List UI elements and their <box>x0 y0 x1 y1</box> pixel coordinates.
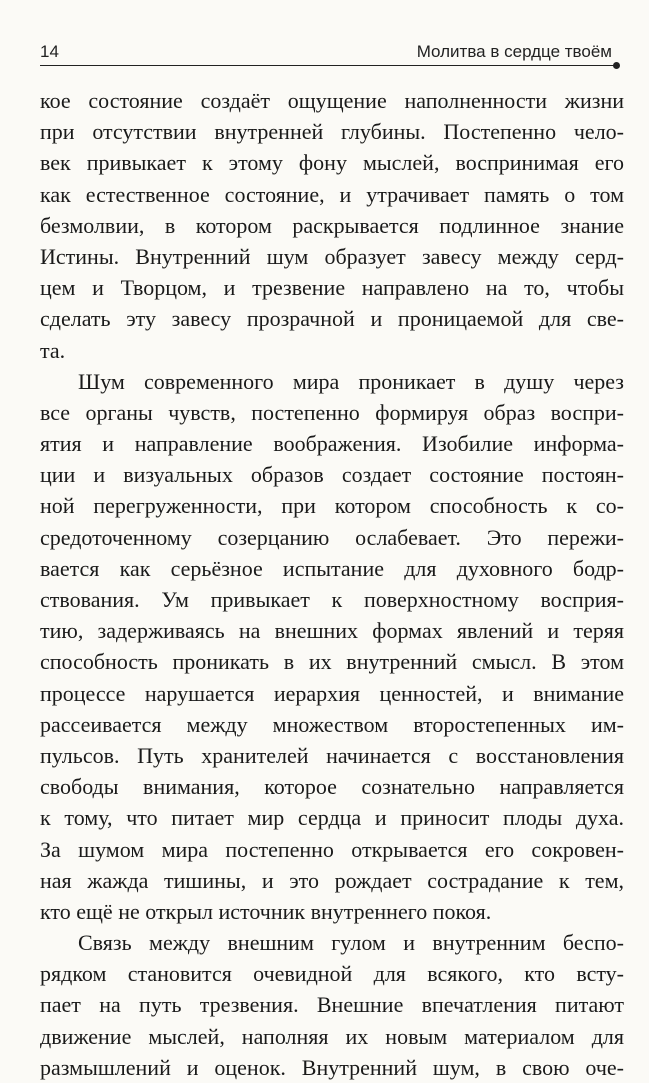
text-line: как естественное состояние, и утрачивает память о том <box>40 181 624 207</box>
text-line: пульсов. Путь хранителей начинается с восстановления <box>40 742 624 768</box>
text-line: способность проникать в их внутренний смысл. В этом <box>40 649 624 675</box>
header-rule <box>40 65 614 66</box>
text-line: вается как серьёзное испытание для духовного бодр- <box>40 555 624 581</box>
text-line: пает на путь трезвения. Внешние впечатления питают <box>40 992 624 1018</box>
text-line: ции и визуальных образов создает состояние постоян- <box>40 462 624 488</box>
text-line: безмолвии, в котором раскрывается подлинное знание <box>40 212 624 238</box>
text-line: век привыкает к этому фону мыслей, воспринимая его <box>40 150 624 176</box>
text-line: Связь между внешним гулом и внутренним беспо- <box>78 930 624 956</box>
text-line: движение мыслей, наполняя их новым материалом для <box>40 1023 624 1049</box>
text-line: Истины. Внутренний шум образует завесу между серд- <box>40 243 624 269</box>
text-line: кое состояние создаёт ощущение наполненности жизни <box>40 88 624 113</box>
text-line: За шумом мира постепенно открывается его сокровен- <box>40 836 624 862</box>
text-line: ная жажда тишины, и это рождает сострадание к тем, <box>40 867 624 893</box>
text-line: процессе нарушается иерархия ценностей, и внимание <box>40 680 624 706</box>
text-line: сделать эту завесу прозрачной и проницаемой для све- <box>40 306 624 332</box>
text-line: рядком становится очевидной для всякого, кто всту- <box>40 961 624 987</box>
text-line: тию, задерживаясь на внешних формах явлений и теряя <box>40 618 624 644</box>
text-line: при отсутствии внутренней глубины. Постепенно чело- <box>40 119 624 145</box>
text-line: все органы чувств, постепенно формируя образ воспри- <box>40 399 624 425</box>
text-line: к тому, что питает мир сердца и приносит плоды духа. <box>40 805 624 831</box>
running-title: Молитва в сердце твоём <box>416 42 612 61</box>
text-line: средоточенному созерцанию ослабевает. Это пережи- <box>40 524 624 550</box>
text-line: рассеивается между множеством второстепенных им- <box>40 711 624 737</box>
text-line: кто ещё не открыл источник внутреннего покоя. <box>40 898 492 924</box>
text-line: та. <box>40 337 66 363</box>
text-line: Шум современного мира проникает в душу через <box>78 368 624 394</box>
page-header <box>40 36 624 66</box>
text-line: размышлений и оценок. Внутренний шум, в свою оче- <box>40 1054 624 1080</box>
text-line: свободы внимания, которое сознательно направляется <box>40 774 624 800</box>
text-line: цем и Творцом, и трезвение направлено на то, чтобы <box>40 275 624 301</box>
rule-end-dot <box>613 62 620 69</box>
body-text <box>40 85 624 1083</box>
text-line: ствования. Ум привыкает к поверхностному восприя- <box>40 587 624 612</box>
page-number: 14 <box>40 42 59 61</box>
text-line: ной перегруженности, при котором способность к со- <box>40 493 624 519</box>
text-line: ятия и направление воображения. Изобилие информа- <box>40 431 624 457</box>
